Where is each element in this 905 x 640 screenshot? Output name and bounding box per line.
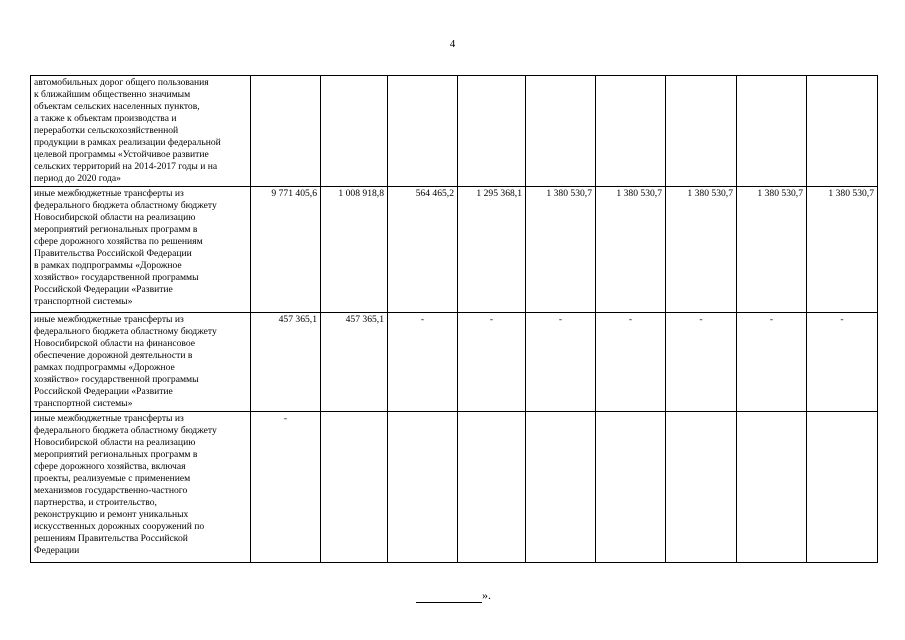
value-cell — [666, 412, 737, 563]
value-cell — [388, 412, 458, 563]
row-description: иные межбюджетные трансферты из федерального бюджета областному бюджету Новосибирской области на реализацию мероприятий региональных программ в сфере дорожного хозяйства, включая проекты, реализуемые с применением механизмов государственно-частного партнерства, и строительство, реконструкцию и ремонт уникальных искусственных дорожных сооружений по решениям Правительства Российской Федерации — [31, 412, 251, 563]
closing-mark — [416, 588, 491, 603]
value-cell — [737, 412, 807, 563]
value-cell — [666, 76, 737, 187]
row-description: автомобильных дорог общего пользования к ближайшим общественно значимым объектам сельских населенных пунктов, а также к объектам производства и переработки сельскохозяйственной продукции в рамках реализации федеральной целевой программы «Устойчивое развитие сельских территорий на 2014-2017 годы и на период до 2020 года» — [31, 76, 251, 187]
value-cell — [526, 76, 596, 187]
table-row — [31, 412, 878, 563]
value-cell: 1 380 530,7 — [807, 187, 878, 313]
value-cell: 457 365,1 — [251, 313, 321, 412]
value-cell: 1 008 918,8 — [321, 187, 388, 313]
value-cell: - — [596, 313, 666, 412]
value-cell: - — [737, 313, 807, 412]
row-description: иные межбюджетные трансферты из федерального бюджета областному бюджету Новосибирской области на реализацию мероприятий региональных программ в сфере дорожного хозяйства по решениям Правительства Российской Федерации в рамках подпрограммы «Дорожное хозяйство» государственной программы Российской Федерации «Развитие транспортной системы» — [31, 187, 251, 313]
page-number: 4 — [449, 38, 456, 50]
value-cell: 9 771 405,6 — [251, 187, 321, 313]
value-cell: - — [807, 313, 878, 412]
value-cell: 1 380 530,7 — [596, 187, 666, 313]
value-cell: - — [458, 313, 526, 412]
value-cell — [807, 76, 878, 187]
value-cell — [596, 412, 666, 563]
table-row — [31, 313, 878, 412]
value-cell: 564 465,2 — [388, 187, 458, 313]
signature-line — [416, 591, 482, 603]
value-cell — [251, 76, 321, 187]
value-cell: 457 365,1 — [321, 313, 388, 412]
value-cell — [321, 76, 388, 187]
closing-quote: ». — [482, 588, 491, 602]
value-cell: - — [388, 313, 458, 412]
value-cell — [458, 76, 526, 187]
table-row — [31, 187, 878, 313]
value-cell — [737, 76, 807, 187]
value-cell — [596, 76, 666, 187]
value-cell — [458, 412, 526, 563]
value-cell: - — [666, 313, 737, 412]
value-cell — [321, 412, 388, 563]
value-cell: 1 380 530,7 — [666, 187, 737, 313]
value-cell: 1 380 530,7 — [737, 187, 807, 313]
value-cell — [807, 412, 878, 563]
table-row — [31, 76, 878, 187]
value-cell — [388, 76, 458, 187]
value-cell: 1 380 530,7 — [526, 187, 596, 313]
row-description: иные межбюджетные трансферты из федерального бюджета областному бюджету Новосибирской области на финансовое обеспечение дорожной деятельности в рамках подпрограммы «Дорожное хозяйство» государственной программы Российской Федерации «Развитие транспортной системы» — [31, 313, 251, 412]
value-cell: - — [526, 313, 596, 412]
value-cell: 1 295 368,1 — [458, 187, 526, 313]
budget-table — [30, 75, 878, 563]
value-cell: - — [251, 412, 321, 563]
value-cell — [526, 412, 596, 563]
